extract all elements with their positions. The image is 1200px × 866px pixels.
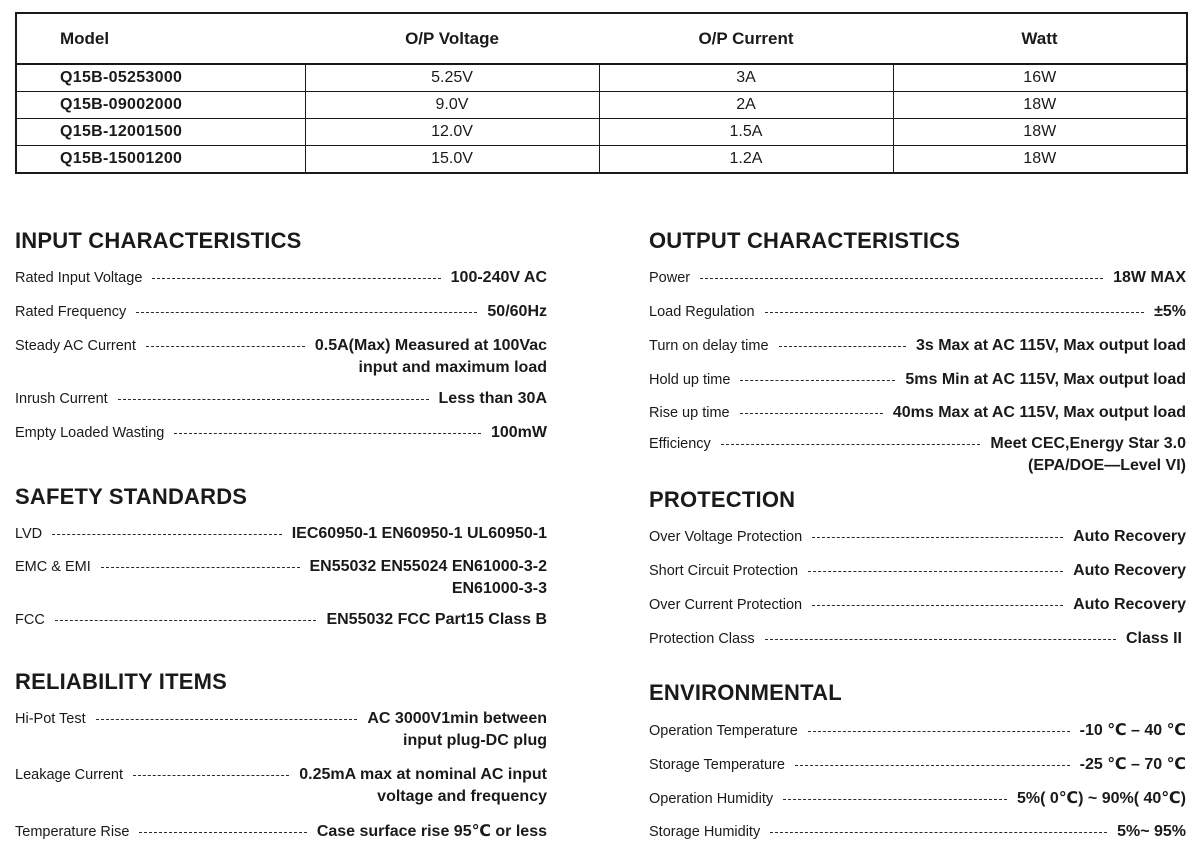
spec-row bbox=[649, 628, 1182, 650]
dotted-leader bbox=[765, 628, 1116, 650]
cell-voltage: 12.0V bbox=[305, 119, 599, 146]
spec-label: Hi-Pot Test bbox=[15, 711, 86, 727]
dotted-leader bbox=[740, 369, 895, 391]
spec-label: Over Current Protection bbox=[649, 597, 803, 613]
table-row bbox=[16, 146, 1187, 174]
spec-row bbox=[15, 556, 547, 600]
dotted-leader bbox=[174, 422, 481, 444]
spec-label: Temperature Rise bbox=[15, 824, 130, 840]
header-current: O/P Current bbox=[599, 13, 893, 64]
spec-row bbox=[15, 764, 547, 808]
spec-value: 100mW bbox=[490, 424, 547, 441]
spec-row bbox=[649, 526, 1186, 548]
spec-label: Operation Humidity bbox=[649, 791, 774, 807]
spec-label: Hold up time bbox=[649, 372, 731, 388]
spec-row bbox=[15, 335, 547, 379]
dotted-leader bbox=[770, 821, 1107, 843]
header-model: Model bbox=[16, 13, 305, 64]
spec-label: Operation Temperature bbox=[649, 723, 798, 739]
dotted-leader bbox=[139, 821, 306, 843]
cell-current: 2A bbox=[599, 92, 893, 119]
model-spec-table bbox=[15, 12, 1188, 174]
spec-label: Rise up time bbox=[649, 405, 730, 421]
spec-value: 100-240V AC bbox=[450, 269, 547, 286]
spec-label: Load Regulation bbox=[649, 304, 755, 320]
spec-value: 40ms Max at AC 115V, Max output load bbox=[892, 404, 1186, 421]
spec-label: Over Voltage Protection bbox=[649, 529, 803, 545]
cell-model: Q15B-15001200 bbox=[16, 146, 305, 174]
spec-value: 5%( 0℃) ~ 90%( 40℃) bbox=[1016, 790, 1186, 807]
dotted-leader bbox=[118, 388, 429, 410]
section-title: SAFETY STANDARDS bbox=[15, 484, 248, 509]
header-watt: Watt bbox=[893, 13, 1187, 64]
dotted-leader bbox=[812, 526, 1063, 548]
spec-value: 18W MAX bbox=[1113, 269, 1186, 286]
spec-row bbox=[649, 594, 1186, 616]
spec-row bbox=[15, 388, 547, 410]
spec-label: Inrush Current bbox=[15, 391, 108, 407]
spec-label: Efficiency bbox=[649, 436, 711, 452]
dotted-leader bbox=[52, 523, 282, 545]
spec-value: AC 3000V1min between input plug-DC plug bbox=[367, 710, 547, 749]
cell-current: 3A bbox=[599, 64, 893, 92]
spec-row bbox=[649, 433, 1186, 477]
spec-row bbox=[649, 267, 1186, 289]
spec-label: Rated Frequency bbox=[15, 304, 127, 320]
dotted-leader bbox=[133, 764, 289, 786]
dotted-leader bbox=[779, 335, 906, 357]
spec-row bbox=[15, 422, 547, 444]
cell-model: Q15B-12001500 bbox=[16, 119, 305, 146]
dotted-leader bbox=[146, 335, 305, 357]
dotted-leader bbox=[795, 754, 1070, 776]
cell-current: 1.2A bbox=[599, 146, 893, 174]
table-row bbox=[16, 92, 1187, 119]
cell-voltage: 9.0V bbox=[305, 92, 599, 119]
cell-voltage: 15.0V bbox=[305, 146, 599, 174]
cell-watt: 16W bbox=[893, 64, 1187, 92]
spec-value: 5%~ 95% bbox=[1117, 823, 1186, 840]
dotted-leader bbox=[765, 301, 1144, 323]
spec-label: Rated Input Voltage bbox=[15, 270, 143, 286]
spec-value: Case surface rise 95℃ or less bbox=[316, 823, 547, 840]
spec-value: 50/60Hz bbox=[487, 303, 547, 320]
spec-value: -25 ℃ – 70 ℃ bbox=[1079, 756, 1186, 773]
spec-row bbox=[649, 402, 1186, 424]
spec-value: IEC60950-1 EN60950-1 UL60950-1 bbox=[291, 525, 547, 542]
spec-value: 3s Max at AC 115V, Max output load bbox=[915, 337, 1186, 354]
spec-row bbox=[649, 301, 1186, 323]
environmental-section bbox=[649, 680, 1186, 850]
dotted-leader bbox=[96, 708, 358, 730]
spec-label: Storage Temperature bbox=[649, 757, 785, 773]
dotted-leader bbox=[812, 594, 1063, 616]
spec-row bbox=[649, 560, 1186, 582]
spec-label: Turn on delay time bbox=[649, 338, 769, 354]
spec-value: Class II bbox=[1125, 630, 1182, 647]
spec-row bbox=[649, 788, 1186, 810]
spec-row bbox=[649, 720, 1186, 742]
spec-label: Storage Humidity bbox=[649, 824, 761, 840]
spec-label: Power bbox=[649, 270, 691, 286]
section-title: RELIABILITY ITEMS bbox=[15, 669, 228, 694]
spec-value: Auto Recovery bbox=[1073, 528, 1186, 545]
reliability-items-section bbox=[15, 669, 547, 849]
spec-value: ±5% bbox=[1154, 303, 1186, 320]
section-title: ENVIRONMENTAL bbox=[649, 680, 842, 705]
input-characteristics-section bbox=[15, 228, 547, 448]
spec-label: Empty Loaded Wasting bbox=[15, 425, 165, 441]
spec-label: LVD bbox=[15, 526, 43, 542]
protection-section bbox=[649, 487, 1186, 657]
spec-row bbox=[15, 708, 547, 752]
table-header-row bbox=[16, 13, 1187, 64]
spec-row bbox=[15, 609, 547, 631]
dotted-leader bbox=[783, 788, 1007, 810]
dotted-leader bbox=[55, 609, 317, 631]
spec-value: EN55032 EN55024 EN61000-3-2 EN61000-3-3 bbox=[309, 558, 547, 597]
spec-value: Meet CEC,Energy Star 3.0 (EPA/DOE—Level VI) bbox=[990, 435, 1186, 474]
spec-label: Short Circuit Protection bbox=[649, 563, 799, 579]
spec-row bbox=[15, 301, 547, 323]
cell-model: Q15B-05253000 bbox=[60, 69, 183, 86]
spec-row bbox=[649, 821, 1186, 843]
cell-watt: 18W bbox=[893, 119, 1187, 146]
spec-label: Protection Class bbox=[649, 631, 755, 647]
dotted-leader bbox=[136, 301, 477, 323]
table-row bbox=[16, 64, 1187, 92]
cell-watt: 18W bbox=[893, 92, 1187, 119]
spec-row bbox=[15, 523, 547, 545]
spec-row bbox=[649, 335, 1186, 357]
section-title: PROTECTION bbox=[649, 487, 796, 512]
spec-label: Steady AC Current bbox=[15, 338, 136, 354]
dotted-leader bbox=[808, 720, 1070, 742]
dotted-leader bbox=[808, 560, 1063, 582]
spec-value: Auto Recovery bbox=[1073, 596, 1186, 613]
section-title: INPUT CHARACTERISTICS bbox=[15, 228, 302, 253]
dotted-leader bbox=[700, 267, 1103, 289]
spec-row bbox=[15, 821, 547, 843]
spec-value: 0.5A(Max) Measured at 100Vac input and maximum load bbox=[314, 337, 547, 376]
safety-standards-section bbox=[15, 484, 547, 634]
cell-watt: 18W bbox=[893, 146, 1187, 174]
spec-label: Leakage Current bbox=[15, 767, 124, 783]
dotted-leader bbox=[721, 433, 981, 455]
spec-label: FCC bbox=[15, 612, 45, 628]
spec-row bbox=[649, 369, 1186, 391]
output-characteristics-section bbox=[649, 228, 1186, 478]
cell-voltage: 5.25V bbox=[305, 64, 599, 92]
spec-row bbox=[15, 267, 547, 289]
dotted-leader bbox=[152, 267, 440, 289]
spec-value: Less than 30A bbox=[438, 390, 547, 407]
spec-value: 0.25mA max at nominal AC input voltage and frequency bbox=[299, 766, 547, 805]
spec-row bbox=[649, 754, 1186, 776]
table-row bbox=[16, 119, 1187, 146]
spec-value: -10 ℃ – 40 ℃ bbox=[1079, 722, 1186, 739]
dotted-leader bbox=[101, 556, 300, 578]
spec-label: EMC & EMI bbox=[15, 559, 91, 575]
spec-value: EN55032 FCC Part15 Class B bbox=[326, 611, 547, 628]
cell-current: 1.5A bbox=[599, 119, 893, 146]
dotted-leader bbox=[740, 402, 883, 424]
spec-value: 5ms Min at AC 115V, Max output load bbox=[905, 371, 1186, 388]
spec-value: Auto Recovery bbox=[1073, 562, 1186, 579]
header-voltage: O/P Voltage bbox=[305, 13, 599, 64]
cell-model: Q15B-09002000 bbox=[16, 92, 305, 119]
section-title: OUTPUT CHARACTERISTICS bbox=[649, 228, 961, 253]
